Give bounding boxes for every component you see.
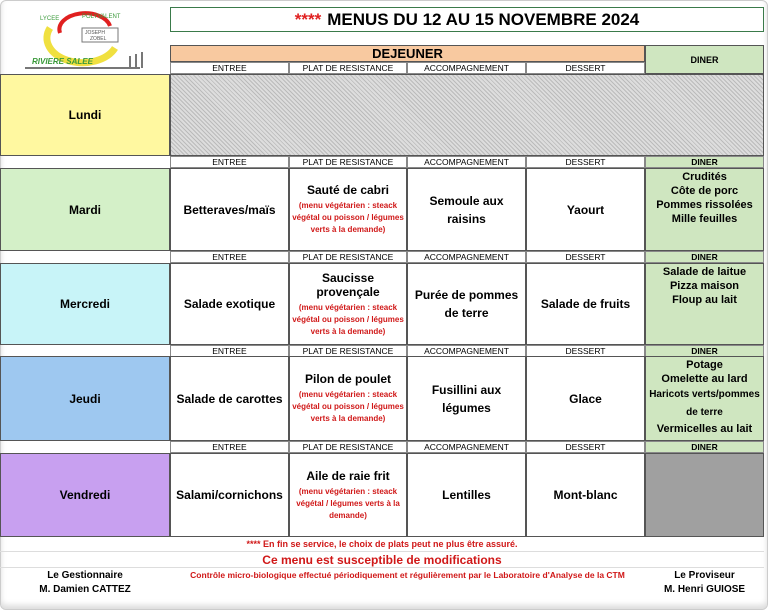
gestionnaire-name: M. Damien CATTEZ [39, 583, 131, 595]
entree-cell: Salami/cornichons [170, 453, 289, 537]
diner-cell-empty [645, 453, 764, 537]
entree-cell: Betteraves/maïs [170, 168, 289, 251]
subheader-dessert: DESSERT [526, 345, 645, 357]
diner-cell [645, 356, 764, 441]
page-title: **** MENUS DU 12 AU 15 NOVEMBRE 2024 [170, 7, 764, 32]
subheader-plat: PLAT DE RESISTANCE [289, 251, 407, 263]
day-label: Vendredi [0, 453, 170, 537]
subheader-plat: PLAT DE RESISTANCE [289, 441, 407, 453]
diner-item: Floup au lait [672, 294, 737, 306]
subheader-plat: PLAT DE RESISTANCE [289, 62, 407, 74]
subheader-entree: ENTREE [170, 251, 289, 263]
plat-cell [289, 168, 407, 251]
plat-name: Sauté de cabri [306, 183, 390, 197]
vegetarian-option: (menu végétarien : steack végétal ou poisson / légumes verts à la demande) [292, 201, 404, 234]
plat-cell [289, 453, 407, 537]
day-label: Lundi [0, 74, 170, 156]
subheader-entree: ENTREE [170, 441, 289, 453]
svg-text:RIVIERE SALEE: RIVIERE SALEE [32, 57, 93, 66]
plat-name: Aile de raie frit [306, 468, 390, 483]
subheader-entree: ENTREE [170, 156, 289, 168]
svg-text:LYCEE: LYCEE [40, 16, 60, 22]
vegetarian-option: (menu végétarien : steack végétal ou poisson / légumes verts à la demande) [292, 390, 404, 423]
modification-warning: Ce menu est susceptible de modifications [0, 552, 764, 568]
accompagnement-cell: Fusillini aux légumes [407, 356, 526, 441]
gestionnaire-role: Le Gestionnaire [47, 569, 123, 581]
accompagnement-cell: Purée de pommes de terre [407, 263, 526, 345]
diner-item: Omelette au lard [661, 373, 748, 385]
subheader-diner: DINER [645, 345, 764, 357]
diner-cell [645, 263, 764, 345]
plat-cell [289, 263, 407, 345]
diner-item: Côte de porc [670, 185, 739, 197]
entree-cell: Salade de carottes [170, 356, 289, 441]
subheader-dessert: DESSERT [526, 251, 645, 263]
plat-name: Pilon de poulet [305, 372, 391, 386]
subheader-accompagnement: ACCOMPAGNEMENT [407, 251, 526, 263]
subheader-entree: ENTREE [170, 62, 289, 74]
diner-cell [645, 168, 764, 251]
vegetarian-option: (menu végétarien : steack végétal / légumes verts à la demande) [296, 486, 400, 520]
day-label: Mardi [0, 168, 170, 251]
svg-text:JOSEPH: JOSEPH [85, 30, 106, 36]
plat-cell [289, 356, 407, 441]
diner-item: Potage [686, 359, 723, 371]
subheader-dessert: DESSERT [526, 441, 645, 453]
subheader-entree: ENTREE [170, 345, 289, 357]
subheader-dessert: DESSERT [526, 62, 645, 74]
subheader-diner: DINER [645, 251, 764, 263]
subheader-accompagnement: ACCOMPAGNEMENT [407, 62, 526, 74]
subheader-plat: PLAT DE RESISTANCE [289, 345, 407, 357]
diner-item: Haricots verts/pommes de terre [649, 389, 760, 418]
diner-header: DINER [645, 45, 764, 74]
entree-cell: Salade exotique [170, 263, 289, 345]
dessert-cell: Yaourt [526, 168, 645, 251]
control-note: Contrôle micro-biologique effectué périodiquement et régulièrement par le Laboratoire d'Analyse de la CTM [190, 570, 625, 580]
diner-item: Mille feuilles [671, 213, 738, 225]
dessert-cell: Salade de fruits [526, 263, 645, 345]
vegetarian-option: (menu végétarien : steack végétal ou poisson / légumes verts à la demande) [292, 302, 404, 336]
accompagnement-cell: Lentilles [407, 453, 526, 537]
closed-day-area [170, 74, 764, 156]
subheader-diner: DINER [645, 156, 764, 168]
diner-item: Pommes rissolées [656, 199, 753, 211]
dessert-cell: Glace [526, 356, 645, 441]
day-label: Jeudi [0, 356, 170, 441]
proviseur-name: M. Henri GUIOSE [663, 583, 746, 595]
svg-text:ZOBEL: ZOBEL [90, 36, 107, 42]
subheader-accompagnement: ACCOMPAGNEMENT [407, 441, 526, 453]
accompagnement-cell: Semoule aux raisins [407, 168, 526, 251]
school-logo [20, 8, 150, 72]
dejeuner-header: DEJEUNER [170, 45, 645, 62]
diner-item: Crudités [682, 171, 727, 183]
svg-text:POLYVALENT: POLYVALENT [82, 14, 121, 20]
service-note: **** En fin se service, le choix de plats peut ne plus être assuré. [0, 537, 764, 552]
subheader-accompagnement: ACCOMPAGNEMENT [407, 156, 526, 168]
day-label: Mercredi [0, 263, 170, 345]
proviseur-role: Le Proviseur [674, 569, 735, 581]
diner-item: Pizza maison [669, 280, 740, 292]
diner-item: Salade de laitue [662, 266, 747, 278]
subheader-diner: DINER [645, 441, 764, 453]
dessert-cell: Mont-blanc [526, 453, 645, 537]
subheader-dessert: DESSERT [526, 156, 645, 168]
subheader-accompagnement: ACCOMPAGNEMENT [407, 345, 526, 357]
diner-item: Vermicelles au lait [656, 423, 753, 435]
plat-name: Saucisse provençale [316, 270, 380, 299]
subheader-plat: PLAT DE RESISTANCE [289, 156, 407, 168]
